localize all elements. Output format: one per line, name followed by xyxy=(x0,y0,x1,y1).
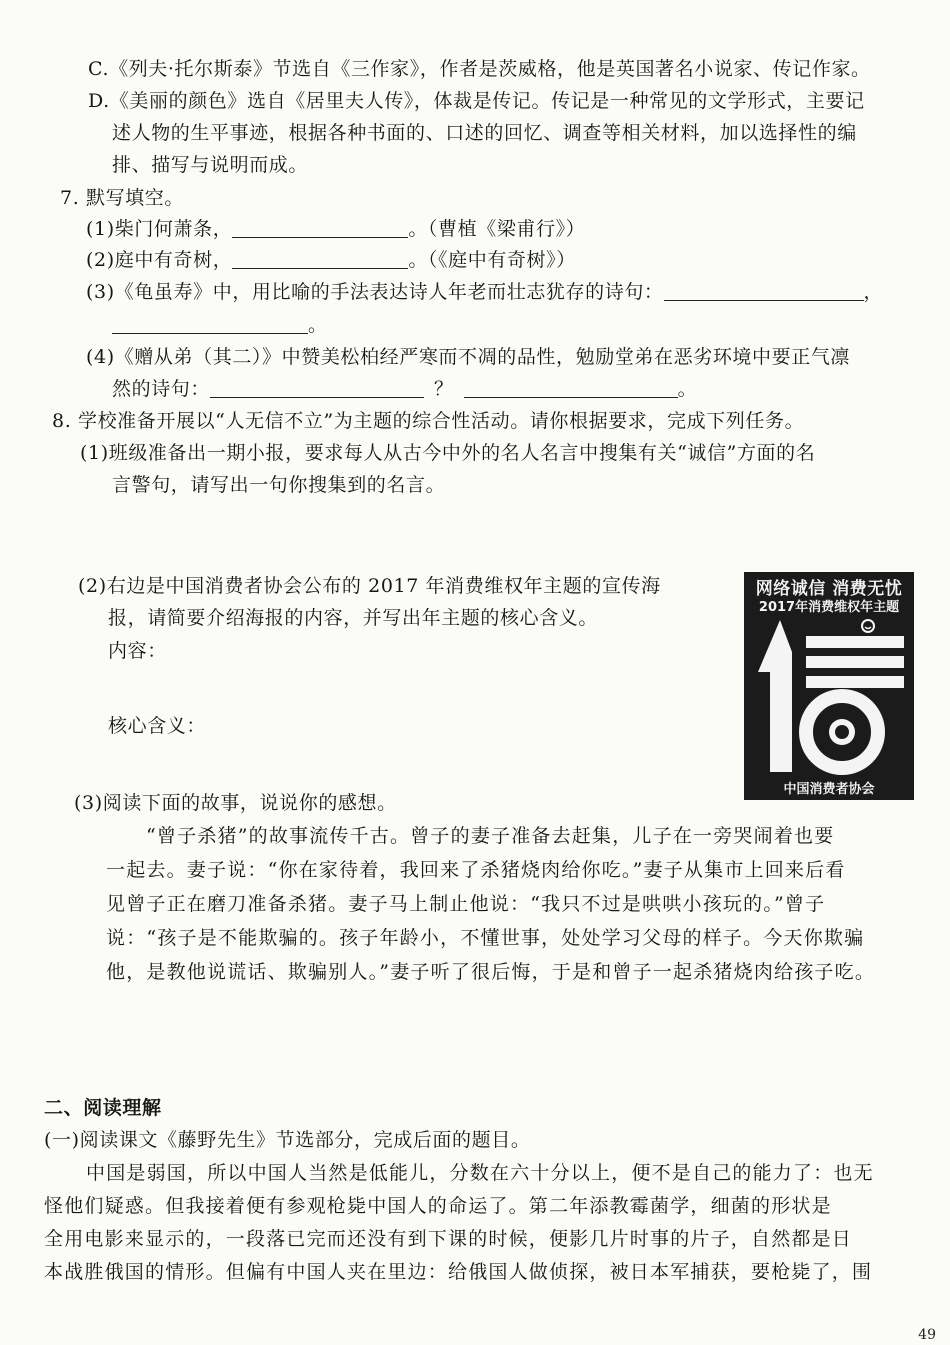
q7-item4-end: 。 xyxy=(677,378,698,400)
q7-item1-prefix: (1)柴门何萧条， xyxy=(86,218,233,240)
story-line-4: 说：“孩子是不能欺骗的。孩子年龄小，不懂世事，处处学习父母的样子。今天你欺骗 xyxy=(106,927,865,949)
poster-slogan: 网络诚信 消费无忧 xyxy=(755,579,903,599)
q7-item3-blank2[interactable] xyxy=(112,315,308,334)
content-answer-area[interactable] xyxy=(170,640,730,700)
q7-item3-blank1[interactable] xyxy=(664,282,864,301)
person-radical-icon xyxy=(758,620,792,772)
q8-part1-line1: (1)班级准备出一期小报，要求每人从古今中外的名人名言中搜集有关“诚信”方面的名 xyxy=(80,442,816,464)
core-meaning-label: 核心含义： xyxy=(108,715,207,737)
story-line-5: 他，是教他说谎话、欺骗别人。”妻子听了很后悔，于是和曾子一起杀猪烧肉给孩子吃。 xyxy=(106,961,876,983)
q7-item4-blank1[interactable] xyxy=(210,379,424,398)
story-line-3: 见曾子正在磨刀准备杀猪。妻子马上制止他说：“我只不过是哄哄小孩玩的。”曾子 xyxy=(106,893,826,915)
core-meaning-answer-area[interactable] xyxy=(210,715,730,775)
poster-subtitle: 2017年消费维权年主题 xyxy=(758,600,900,615)
section-2-title: 二、阅读理解 xyxy=(44,1097,162,1119)
q7-item3-cont xyxy=(112,312,328,338)
option-c: C.《列夫·托尔斯泰》节选自《三作家》，作者是茨威格，他是英国著名小说家、传记作家。 xyxy=(88,58,871,80)
q7-item1-suffix: 。（曹植《梁甫行》） xyxy=(408,218,586,240)
q7-item4-line2 xyxy=(112,376,697,402)
poster-org: 中国消费者协会 xyxy=(783,782,875,797)
passage-line-4: 本战胜俄国的情形。但偏有中国人夹在里边：给俄国人做侦探，被日本军捕获，要枪毙了，围 xyxy=(44,1261,873,1283)
option-d-line2: 述人物的生平事迹，根据各种书面的、口述的回忆、调查等相关材料，加以选择性的编 xyxy=(112,122,857,144)
q8-part3-title: (3)阅读下面的故事，说说你的感想。 xyxy=(74,792,397,814)
q7-item2-prefix: (2)庭中有奇树， xyxy=(86,249,233,271)
q7-title: 7. 默写填空。 xyxy=(60,187,184,209)
q8-part1-answer-area[interactable] xyxy=(112,506,712,556)
q8-part1-line2: 言警句，请写出一句你搜集到的名言。 xyxy=(112,474,446,496)
q7-item4-prefix: 然的诗句： xyxy=(112,378,211,400)
smiley-icon xyxy=(862,620,874,632)
passage-line-3: 全用电影来显示的，一段落已完而还没有到下课的时候，便影几片时事的片子，自然都是日 xyxy=(44,1228,853,1250)
content-label: 内容： xyxy=(108,640,167,662)
q7-item4-line1: (4)《赠从弟（其二）》中赞美松柏经严寒而不凋的品性，勉励堂弟在恶劣环境中要正气凛 xyxy=(86,346,851,368)
q7-item2-suffix: 。（《庭中有奇树》） xyxy=(408,249,576,271)
q7-item1 xyxy=(86,216,585,242)
q8-title: 8. 学校准备开展以“人无信不立”为主题的综合性活动。请你根据要求，完成下列任务。 xyxy=(52,410,805,432)
passage-line-2: 怪他们疑惑。但我接着便有参观枪毙中国人的命运了。第二年添教霉菌学，细菌的形状是 xyxy=(44,1195,832,1217)
passage-line-1: 中国是弱国，所以中国人当然是低能儿，分数在六十分以上，便不是自己的能力了：也无 xyxy=(86,1162,874,1184)
story-line-2: 一起去。妻子说：“你在家待着，我回来了杀猪烧肉给你吃。”妻子从集市上回来后看 xyxy=(106,859,846,881)
q7-item2 xyxy=(86,247,576,273)
q7-item2-blank[interactable] xyxy=(232,250,408,269)
q7-item4-blank2[interactable] xyxy=(464,379,678,398)
page-number: 49 xyxy=(918,1327,936,1343)
q8-part2-line1: (2)右边是中国消费者协会公布的 2017 年消费维权年主题的宣传海 xyxy=(78,575,661,597)
section-2-subtitle: (一)阅读课文《藤野先生》节选部分，完成后面的题目。 xyxy=(44,1129,531,1151)
q7-item1-blank[interactable] xyxy=(232,219,408,238)
story-line-1: “曾子杀猪”的故事流传千古。曾子的妻子准备去赶集，儿子在一旁哭闹着也要 xyxy=(146,825,835,847)
q7-item3-prefix: (3)《龟虽寿》中，用比喻的手法表达诗人年老而壮志犹存的诗句： xyxy=(86,281,664,303)
xin-character-graphic xyxy=(744,572,914,800)
q8-part3-answer-area[interactable] xyxy=(106,995,906,1085)
q7-item4-question: ？ xyxy=(434,378,454,400)
q8-part2-line2: 报，请简要介绍海报的内容，并写出年主题的核心含义。 xyxy=(108,607,599,629)
option-d-line3: 排、描写与说明而成。 xyxy=(112,154,309,176)
q7-item3-end: 。 xyxy=(308,314,328,336)
option-d-line1: D.《美丽的颜色》选自《居里夫人传》，体裁是传记。传记是一种常见的文学形式，主要记 xyxy=(88,90,865,112)
q7-item3-comma: ， xyxy=(863,281,884,303)
consumer-rights-poster xyxy=(744,572,914,800)
q7-item3 xyxy=(86,279,883,305)
